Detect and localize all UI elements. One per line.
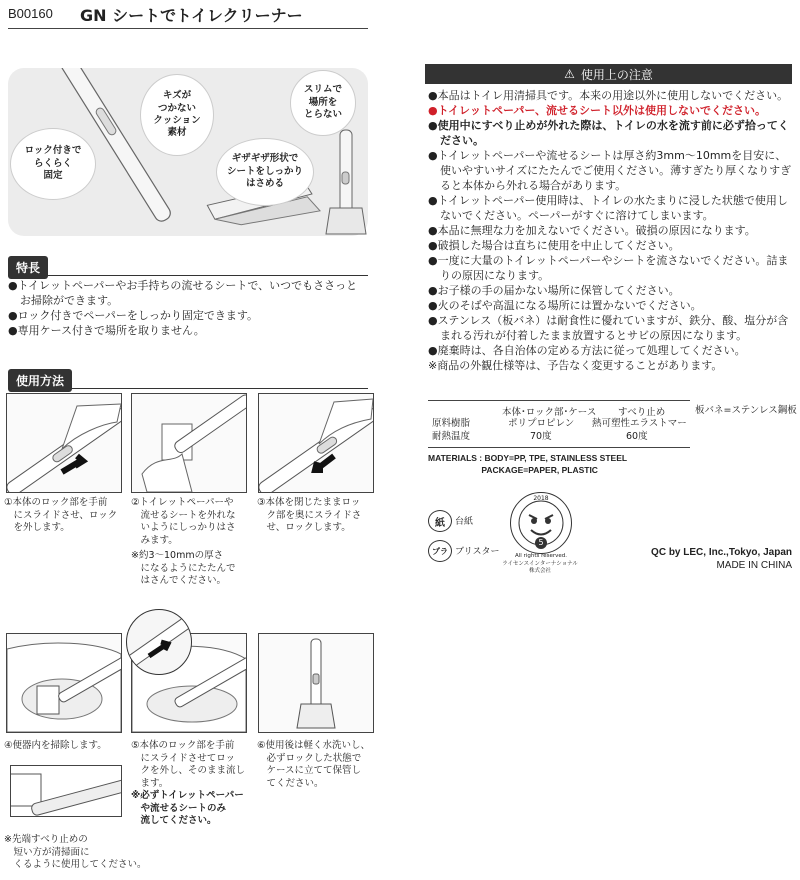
warning-item: ●使用中にすべり止めが外れた際は、トイレの水を流す前に必ず拾ってください。 bbox=[428, 119, 789, 147]
warning-item: ●火のそばや高温になる場所には置かないでください。 bbox=[428, 299, 702, 312]
table-col2-temp: 60度 bbox=[626, 431, 648, 442]
table-col2-header: すべり止め bbox=[618, 407, 666, 418]
warning-triangle-icon: ⚠ bbox=[564, 67, 575, 81]
table-col2-resin: 熱可塑性エラストマー bbox=[592, 418, 687, 429]
made-in: MADE IN CHINA bbox=[716, 560, 792, 571]
warning-item: ●破損した場合は直ちに使用を中止してください。 bbox=[428, 239, 680, 252]
feature-item: ●専用ケース付きで場所を取りません。 bbox=[8, 324, 205, 337]
step-5-caption: ⑤本体のロック部を手前 にスライドさせてロッ クを外し、そのまま流し ます。 bbox=[131, 740, 246, 789]
step-2-note: ※約3～10mmの厚さ になるようにたたんで はさんでください。 bbox=[131, 550, 236, 586]
paper-recycle-label: 台紙 bbox=[455, 517, 474, 527]
bubble-lock: ロック付きで らくらく 固定 bbox=[10, 128, 96, 200]
step-3-caption: ③本体を閉じたままロッ ク部を奥にスライドさ せ、ロックします。 bbox=[257, 497, 362, 533]
warning-item: ●お子様の手の届かない場所に保管してください。 bbox=[428, 284, 680, 297]
warning-item: ●一度に大量のトイレットペーパーやシートを流さないでください。詰まりの原因になります。 bbox=[428, 254, 789, 282]
spring-material: 板バネ=ステンレス鋼板 bbox=[695, 405, 797, 416]
usage-rule bbox=[8, 388, 368, 389]
warning-item: ●トイレットペーパー、流せるシート以外は使用しないでください。 bbox=[428, 104, 766, 117]
title-underline bbox=[8, 28, 368, 29]
step-2-caption: ②トイレットペーパーや 流せるシートを外れな いようにしっかりはさ みます。 bbox=[131, 497, 236, 546]
step-5-zoom-circle bbox=[126, 609, 192, 675]
plastic-recycle-label: ブリスター bbox=[455, 547, 500, 557]
materials-en: MATERIALS : BODY=PP, TPE, STAINLESS STEEL PACKAGE=PAPER, PLASTIC bbox=[428, 453, 628, 475]
bubble-serrated: ギザギザ形状で シートをしっかり はさめる bbox=[216, 138, 314, 206]
warnings-header bbox=[425, 64, 792, 84]
step-5-warning: ※必ずトイレットペーパー や流せるシートのみ 流してください。 bbox=[131, 790, 244, 826]
step-4-detail-image bbox=[10, 765, 122, 817]
paper-recycle-icon: 紙 bbox=[428, 510, 452, 532]
table-col1-resin: ポリプロピレン bbox=[508, 418, 575, 429]
step-3-image bbox=[258, 393, 374, 493]
table-label-temp: 耐熱温度 bbox=[432, 431, 471, 442]
qc-line: QC by LEC, Inc.,Tokyo, Japan bbox=[651, 547, 792, 558]
warning-item: ※商品の外観仕様等は、予告なく変更することがあります。 bbox=[428, 359, 723, 372]
product-title: GN シートでトイレクリーナー bbox=[80, 6, 303, 25]
warning-item: ●本品に無理な力を加えないでください。破損の原因になります。 bbox=[428, 224, 756, 237]
step-2-image bbox=[131, 393, 247, 493]
usage-label: 使用方法 bbox=[8, 369, 72, 392]
bubble-cushion: キズが つかない クッション 素材 bbox=[140, 74, 214, 156]
warning-item: ●トイレットペーパー使用時は、トイレの水たまりに浸した状態で使用しないでください。ペーパーがすぐに溶けてしまいます。 bbox=[428, 194, 788, 222]
table-col1-temp: 70度 bbox=[530, 431, 552, 442]
seal-company: ライセンスインターナショナル 株式会社 bbox=[502, 561, 578, 574]
hero-illustration bbox=[8, 68, 368, 236]
table-label-resin: 原料樹脂 bbox=[432, 418, 471, 429]
table-col1-header: 本体･ロック部･ケース bbox=[502, 407, 597, 418]
warnings-title: 使用上の注意 bbox=[580, 67, 653, 82]
license-mascot-seal bbox=[510, 492, 572, 554]
step-4-note: ※先端すべり止めの 短い方が清掃面に くるように使用してください。 bbox=[4, 834, 147, 870]
plastic-recycle-icon: プラ bbox=[428, 540, 452, 562]
seal-year: 2018 bbox=[533, 495, 549, 502]
warning-item: ●ステンレス（板バネ）は耐食性に優れていますが、鉄分、酸、塩分が含まれる汚れが付着したまま放置するとサビの原因になります。 bbox=[428, 314, 789, 342]
features-rule bbox=[8, 275, 368, 276]
warnings-list bbox=[428, 88, 794, 373]
feature-item: ●ロック付きでペーパーをしっかり固定できます。 bbox=[8, 309, 258, 322]
step-1-caption: ①本体のロック部を手前 にスライドさせ、ロック を外します。 bbox=[4, 497, 118, 533]
step-4-caption: ④便器内を掃除します。 bbox=[4, 740, 107, 751]
product-code: B00160 bbox=[8, 6, 53, 21]
features-label: 特長 bbox=[8, 256, 48, 279]
warning-item: ●本品はトイレ用清掃具です。本来の用途以外に使用しないでください。 bbox=[428, 89, 789, 102]
step-1-image bbox=[6, 393, 122, 493]
feature-item: ●トイレットペーパーやお手持ちの流せるシートで、いつでもささっとお掃除ができます。 bbox=[8, 279, 358, 307]
warning-item: ●トイレットペーパーや流せるシートは厚さ約3mm～10mmを目安に、使いやすいサイズにたたんでご使用ください。薄すぎたり厚くなりすぎると本体から外れる場合があります。 bbox=[428, 149, 792, 192]
materials-table bbox=[428, 400, 690, 448]
features-list bbox=[8, 278, 368, 338]
warning-item: ●廃棄時は、各自治体の定める方法に従って処理してください。 bbox=[428, 344, 746, 357]
seal-rights: All rights reserved. bbox=[514, 553, 568, 559]
step-4-image bbox=[6, 633, 122, 733]
seal-badge: 5 bbox=[535, 537, 547, 549]
bubble-slim: スリムで 場所を とらない bbox=[290, 70, 356, 136]
step-6-image bbox=[258, 633, 374, 733]
step-6-caption: ⑥使用後は軽く水洗いし、 必ずロックした状態で ケースに立てて保管し てください。 bbox=[257, 740, 371, 789]
